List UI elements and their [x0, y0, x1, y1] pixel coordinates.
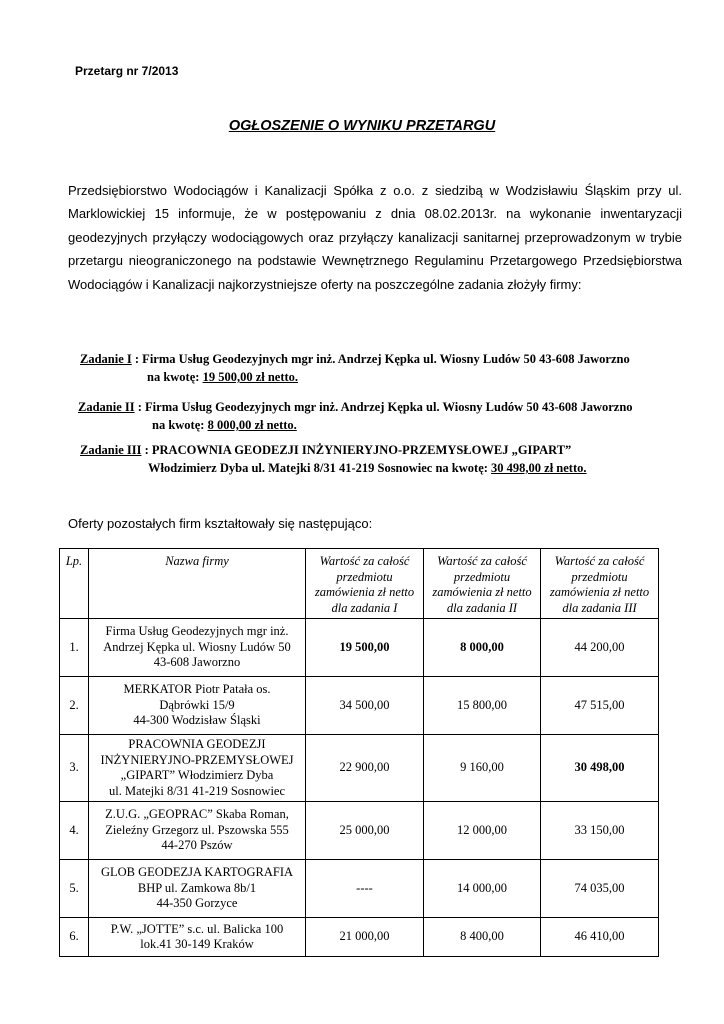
task-label: Zadanie I [80, 352, 132, 366]
page-title: OGŁOSZENIE O WYNIKU PRZETARGU [228, 118, 496, 134]
task-3-value: 74 035,00 [541, 860, 659, 918]
header-task-2-value: Wartość za całość przedmiotu zamówienia zł netto dla zadania II [424, 549, 541, 619]
table-row [60, 918, 659, 957]
row-number: 4. [60, 802, 89, 860]
table-lead-text: Oferty pozostałych firm kształtowały się następująco: [68, 516, 373, 531]
task-amount-line [78, 416, 633, 434]
task-3-value: 30 498,00 [541, 735, 659, 802]
task-1-result [80, 350, 630, 386]
task-2-value: 9 160,00 [424, 735, 541, 802]
table-row [60, 619, 659, 677]
table-row [60, 860, 659, 918]
firm-line: 44-270 Pszów [161, 838, 233, 853]
task-2-value: 8 400,00 [424, 918, 541, 957]
row-number: 3. [60, 735, 89, 802]
task-winner: : Firma Usług Geodezyjnych mgr inż. Andrzej Kępka ul. Wiosny Ludów 50 43-608 Jaworzno [134, 400, 633, 414]
table-header-row [60, 549, 659, 619]
firm-name [89, 677, 306, 735]
task-amount-prefix: na kwotę: [152, 418, 208, 432]
table-row [60, 735, 659, 802]
row-number: 1. [60, 619, 89, 677]
firm-name [89, 860, 306, 918]
firm-name [89, 619, 306, 677]
task-3-value: 46 410,00 [541, 918, 659, 957]
task-2-result [78, 398, 633, 434]
firm-line: 43-608 Jaworzno [153, 655, 241, 670]
task-amount-line [80, 459, 587, 477]
firm-name [89, 735, 306, 802]
firm-line: Firma Usług Geodezyjnych mgr inż. [105, 624, 289, 639]
firm-line: 44-300 Wodzisław Śląski [133, 713, 261, 728]
row-number: 2. [60, 677, 89, 735]
task-1-value: 25 000,00 [306, 802, 424, 860]
firm-line: Zieleźny Grzegorz ul. Pszowska 555 [105, 822, 289, 837]
task-amount: 8 000,00 zł netto. [207, 418, 297, 432]
firm-line: BHP ul. Zamkowa 8b/1 [137, 880, 257, 895]
task-label: Zadanie III [80, 443, 142, 457]
firm-line: PRACOWNIA GEODEZJI [128, 737, 266, 751]
task-amount: 30 498,00 zł netto. [491, 461, 587, 475]
firm-line: Dąbrówki 15/9 [159, 697, 235, 712]
task-1-value: 34 500,00 [306, 677, 424, 735]
tender-number: Przetarg nr 7/2013 [75, 64, 179, 78]
task-1-value: 19 500,00 [306, 619, 424, 677]
firm-line: GLOB GEODEZJA KARTOGRAFIA [100, 865, 294, 880]
task-1-value: 21 000,00 [306, 918, 424, 957]
task-amount-prefix: na kwotę: [147, 370, 203, 384]
task-winner: : Firma Usług Geodezyjnych mgr inż. Andrzej Kępka ul. Wiosny Ludów 50 43-608 Jaworzno [131, 352, 630, 366]
firm-line: MERKATOR Piotr Patała os. [123, 682, 271, 697]
task-3-result [80, 441, 587, 477]
firm-line: „GIPART” Włodzimierz Dyba [120, 768, 274, 782]
task-3-value: 47 515,00 [541, 677, 659, 735]
firm-name [89, 802, 306, 860]
table-row [60, 802, 659, 860]
header-task-1-value: Wartość za całość przedmiotu zamówienia zł netto dla zadania I [306, 549, 424, 619]
header-lp: Lp. [60, 549, 89, 619]
firm-line: Z.U.G. „GEOPRAC” Skaba Roman, [105, 807, 289, 822]
firm-line: lok.41 30-149 Kraków [140, 937, 254, 951]
row-number: 5. [60, 860, 89, 918]
task-amount: 19 500,00 zł netto. [202, 370, 299, 384]
intro-paragraph: Przedsiębiorstwo Wodociągów i Kanalizacji Spółka z o.o. z siedzibą w Wodzisławiu Śląskim przy ul. Marklowickiej 15 informuje, że w postępowaniu z dnia 08.02.2013r. na wykonanie inwentaryzacji geodezyjnych przyłączy wodociągowych oraz przyłączy kanalizacji sanitarnej przeprowadzonym w trybie przetargu nieograniczonego na podstawie Wewnętrznego Regulaminu Przetargowego Przedsiębiorstwa Wodociągów i Kanalizacji najkorzystniejsze oferty na poszczególne zadania złożyły firmy: [68, 183, 682, 292]
header-firm-name: Nazwa firmy [89, 549, 306, 619]
firm-line: INŻYNIERYJNO-PRZEMYSŁOWEJ [100, 752, 294, 767]
firm-line: Andrzej Kępka ul. Wiosny Ludów 50 [103, 639, 291, 654]
task-winner: : PRACOWNIA GEODEZJI INŻYNIERYJNO-PRZEMYSŁOWEJ „GIPART” [141, 443, 572, 457]
firm-line: 44-350 Gorzyce [156, 896, 238, 911]
header-task-3-value: Wartość za całość przedmiotu zamówienia zł netto dla zadania III [541, 549, 659, 619]
task-label: Zadanie II [78, 400, 135, 414]
task-2-value: 8 000,00 [424, 619, 541, 677]
firm-line: ul. Matejki 8/31 41-219 Sosnowiec [108, 783, 286, 798]
offers-table [59, 548, 659, 957]
task-1-value: ---- [306, 860, 424, 918]
task-3-value: 44 200,00 [541, 619, 659, 677]
task-amount-prefix: Włodzimierz Dyba ul. Matejki 8/31 41-219 Sosnowiec na kwotę: [148, 461, 492, 475]
task-2-value: 14 000,00 [424, 860, 541, 918]
firm-line: P.W. „JOTTE” s.c. ul. Balicka 100 [110, 921, 284, 936]
task-2-value: 12 000,00 [424, 802, 541, 860]
firm-name [89, 918, 306, 957]
task-amount-line [80, 368, 630, 386]
row-number: 6. [60, 918, 89, 957]
table-row [60, 677, 659, 735]
task-3-value: 33 150,00 [541, 802, 659, 860]
task-1-value: 22 900,00 [306, 735, 424, 802]
task-2-value: 15 800,00 [424, 677, 541, 735]
